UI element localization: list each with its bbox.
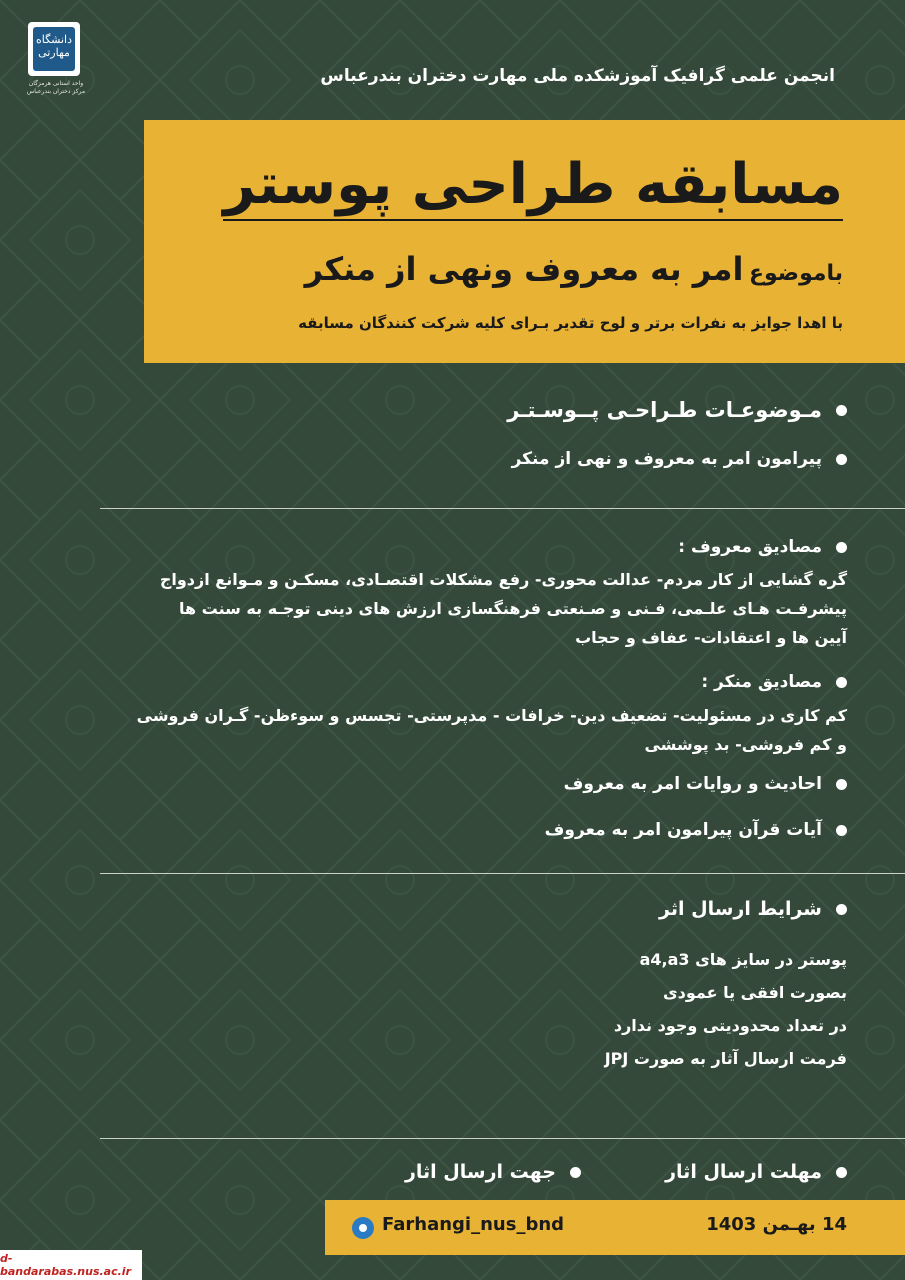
condition-orientation: بصورت افقی یا عمودی [662,983,847,1002]
send-label: جهت ارسال اثار [404,1161,556,1183]
divider [100,508,905,509]
logo-caption [22,80,90,96]
website-link[interactable]: d-bandarabas.nus.ac.ir [0,1250,142,1280]
topics-heading: مـوضوعـات طـراحـی پــوسـتـر [507,398,822,422]
deadline-date: 14 بهـمن 1403 [706,1214,847,1235]
quran-item: آیات قرآن پیرامون امر به معروف [544,820,822,840]
contact-handle[interactable]: Farhangi_nus_bnd [382,1214,565,1235]
bullet-dot-icon [836,825,847,836]
topics-item-row [512,449,847,469]
subject-line [143,250,843,288]
bullet-dot-icon [836,904,847,915]
monkar-line2: و کم فروشی- بد پوششی [644,735,847,754]
bullet-dot-icon [836,1167,847,1178]
logo-caption-line2: مرکز دختران بندرعباس [26,88,86,95]
subject-main: امر به معروف ونهی از منکر [304,250,744,288]
bullet-dot-icon [836,542,847,553]
association-name: انجمن علمی گرافیک آموزشکده ملی مهارت دختران بندرعباس [320,66,835,86]
send-label-row [405,1161,581,1183]
prize-text: با اهدا جوایز به نفرات برتر و لوح تقدیر بـرای کلیه شرکت کنندگان مسابقه [298,314,843,332]
logo-caption-line1: واحد استانی هرمزگان [28,80,84,87]
title-underline [223,219,843,221]
maroof-line2: پیشرفـت هـای علـمی، فـنی و صـنعتی فرهنگسازی ارزش های دینی توجـه به سنت ها [178,599,847,618]
maroof-heading-row [678,537,847,557]
divider [100,873,905,874]
university-logo [22,22,90,108]
monkar-heading: مصادیق منکر : [701,672,822,692]
conditions-heading-row [659,898,847,920]
condition-size: پوستر در سایز های a4,a3 [639,950,847,969]
logo-badge [28,22,80,76]
hadith-row [564,774,847,794]
bullet-dot-icon [570,1167,581,1178]
maroof-line1: گره گشایی از کار مردم- عدالت محوری- رفع مشکلات اقتصـادی، مسکـن و مـوانع ازدواج [159,570,847,589]
topics-item: پیرامون امر به معروف و نهی از منکر [511,449,822,469]
maroof-line3: آیین ها و اعتقادات- عفاف و حجاب [575,628,847,647]
subject-prefix: باموضوع [748,261,843,286]
deadline-label: مهلت ارسال اثار [665,1161,822,1183]
hadith-item: احادیث و روایات امر به معروف [563,774,822,794]
divider [100,1138,905,1139]
quran-row [545,820,847,840]
logo-badge-text: دانشگاه مهارتی [33,27,75,71]
condition-format: فرمت ارسال آثار به صورت JPJ [604,1049,847,1068]
deadline-label-row [665,1161,847,1183]
monkar-heading-row [701,672,847,692]
monkar-line1: کم کاری در مسئولیت- تضعیف دین- خرافات - مدپرستی- تجسس و سوءظن- گـران فروشی [136,706,847,725]
bullet-dot-icon [836,454,847,465]
circle-app-icon [352,1217,374,1239]
maroof-heading: مصادیق معروف : [678,537,822,557]
bullet-dot-icon [836,677,847,688]
bullet-dot-icon [836,779,847,790]
main-title: مسابقه طراحی پوستر [223,152,843,217]
condition-count: در تعداد محدودیتی وجود ندارد [613,1016,847,1035]
topics-heading-row [507,398,847,422]
bullet-dot-icon [836,405,847,416]
conditions-heading: شرایط ارسال اثر [659,898,822,920]
monkar-list [67,701,847,759]
maroof-list [67,565,847,652]
